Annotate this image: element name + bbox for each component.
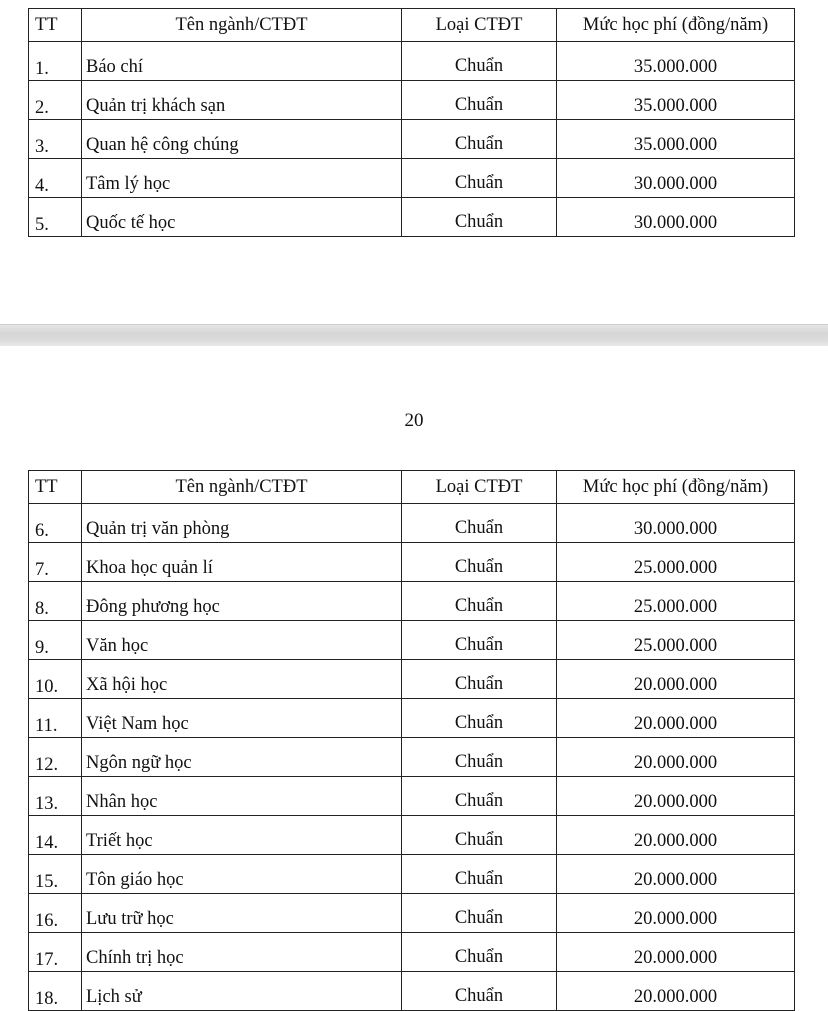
tuition-fee: 20.000.000 <box>557 855 795 894</box>
table-row <box>29 159 795 198</box>
program-type: Chuẩn <box>402 81 557 120</box>
tuition-fee: 20.000.000 <box>557 660 795 699</box>
row-number: 18. <box>29 972 82 1011</box>
table-row <box>29 621 795 660</box>
row-number: 13. <box>29 777 82 816</box>
program-name: Khoa học quản lí <box>82 543 402 582</box>
tuition-fee: 25.000.000 <box>557 582 795 621</box>
program-name: Ngôn ngữ học <box>82 738 402 777</box>
table-row <box>29 855 795 894</box>
row-number: 7. <box>29 543 82 582</box>
row-number: 5. <box>29 198 82 237</box>
table-row <box>29 972 795 1011</box>
table-header-row <box>29 9 795 42</box>
program-type: Chuẩn <box>402 120 557 159</box>
table-row <box>29 120 795 159</box>
row-number: 15. <box>29 855 82 894</box>
document-page-top <box>0 0 828 324</box>
tuition-fee: 25.000.000 <box>557 543 795 582</box>
header-program-type: Loại CTĐT <box>402 471 557 504</box>
row-number: 6. <box>29 504 82 543</box>
program-type: Chuẩn <box>402 855 557 894</box>
tuition-fee: 20.000.000 <box>557 738 795 777</box>
program-name: Đông phương học <box>82 582 402 621</box>
table-row <box>29 81 795 120</box>
program-name: Xã hội học <box>82 660 402 699</box>
row-number: 17. <box>29 933 82 972</box>
tuition-fee: 20.000.000 <box>557 933 795 972</box>
program-type: Chuẩn <box>402 738 557 777</box>
program-name: Lịch sử <box>82 972 402 1011</box>
row-number: 8. <box>29 582 82 621</box>
row-number: 3. <box>29 120 82 159</box>
table-row <box>29 543 795 582</box>
program-type: Chuẩn <box>402 972 557 1011</box>
program-type: Chuẩn <box>402 933 557 972</box>
table-row <box>29 894 795 933</box>
tuition-fee: 20.000.000 <box>557 777 795 816</box>
program-name: Văn học <box>82 621 402 660</box>
table-row <box>29 738 795 777</box>
table-row <box>29 660 795 699</box>
program-type: Chuẩn <box>402 894 557 933</box>
row-number: 12. <box>29 738 82 777</box>
row-number: 16. <box>29 894 82 933</box>
tuition-table-top <box>28 8 795 237</box>
header-program-name: Tên ngành/CTĐT <box>82 471 402 504</box>
program-type: Chuẩn <box>402 816 557 855</box>
header-tt: TT <box>29 471 82 504</box>
page-number: 20 <box>404 410 424 431</box>
table-row <box>29 42 795 81</box>
row-number: 14. <box>29 816 82 855</box>
page-separator <box>0 324 828 347</box>
header-program-type: Loại CTĐT <box>402 9 557 42</box>
program-name: Tôn giáo học <box>82 855 402 894</box>
program-name: Lưu trữ học <box>82 894 402 933</box>
program-name: Nhân học <box>82 777 402 816</box>
tuition-fee: 20.000.000 <box>557 699 795 738</box>
header-tuition-fee: Mức học phí (đồng/năm) <box>557 471 795 504</box>
tuition-fee: 25.000.000 <box>557 621 795 660</box>
program-type: Chuẩn <box>402 582 557 621</box>
table-row <box>29 198 795 237</box>
program-type: Chuẩn <box>402 543 557 582</box>
row-number: 2. <box>29 81 82 120</box>
program-type: Chuẩn <box>402 660 557 699</box>
program-name: Việt Nam học <box>82 699 402 738</box>
header-program-name: Tên ngành/CTĐT <box>82 9 402 42</box>
program-type: Chuẩn <box>402 159 557 198</box>
tuition-fee: 35.000.000 <box>557 42 795 81</box>
program-name: Báo chí <box>82 42 402 81</box>
program-name: Chính trị học <box>82 933 402 972</box>
program-name: Quốc tế học <box>82 198 402 237</box>
row-number: 9. <box>29 621 82 660</box>
table-row <box>29 933 795 972</box>
program-name: Quản trị khách sạn <box>82 81 402 120</box>
row-number: 4. <box>29 159 82 198</box>
tuition-fee: 20.000.000 <box>557 894 795 933</box>
program-type: Chuẩn <box>402 777 557 816</box>
row-number: 1. <box>29 42 82 81</box>
table-row <box>29 582 795 621</box>
program-type: Chuẩn <box>402 198 557 237</box>
table-header-row <box>29 471 795 504</box>
document-page-bottom <box>0 346 828 1009</box>
tuition-fee: 35.000.000 <box>557 120 795 159</box>
program-type: Chuẩn <box>402 504 557 543</box>
table-row <box>29 504 795 543</box>
program-type: Chuẩn <box>402 699 557 738</box>
table-row <box>29 816 795 855</box>
program-name: Triết học <box>82 816 402 855</box>
tuition-fee: 30.000.000 <box>557 159 795 198</box>
tuition-table-bottom <box>28 470 795 1011</box>
program-name: Tâm lý học <box>82 159 402 198</box>
row-number: 11. <box>29 699 82 738</box>
program-type: Chuẩn <box>402 42 557 81</box>
row-number: 10. <box>29 660 82 699</box>
tuition-fee: 20.000.000 <box>557 816 795 855</box>
program-type: Chuẩn <box>402 621 557 660</box>
tuition-fee: 20.000.000 <box>557 972 795 1011</box>
tuition-fee: 30.000.000 <box>557 504 795 543</box>
program-name: Quản trị văn phòng <box>82 504 402 543</box>
tuition-fee: 30.000.000 <box>557 198 795 237</box>
header-tt: TT <box>29 9 82 42</box>
table-row <box>29 699 795 738</box>
table-row <box>29 777 795 816</box>
tuition-fee: 35.000.000 <box>557 81 795 120</box>
header-tuition-fee: Mức học phí (đồng/năm) <box>557 9 795 42</box>
program-name: Quan hệ công chúng <box>82 120 402 159</box>
